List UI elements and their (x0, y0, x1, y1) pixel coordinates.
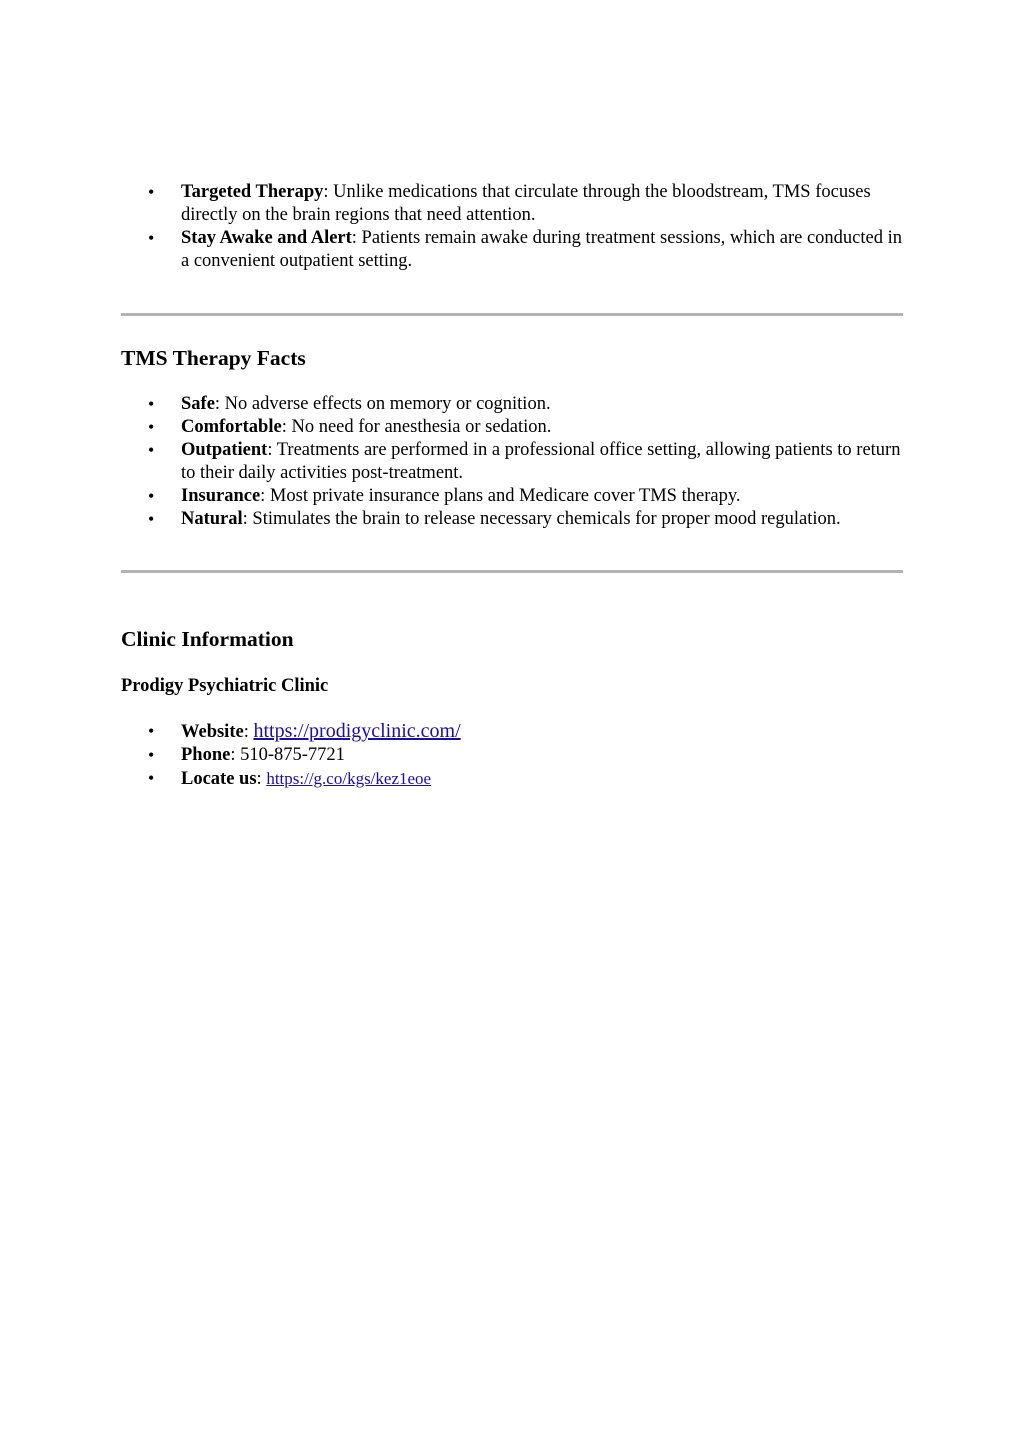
list-item (121, 720, 903, 744)
list-item (121, 439, 903, 485)
list-item (121, 508, 903, 531)
map-link[interactable]: https://g.co/kgs/kez1eoe (266, 769, 432, 788)
phone-text: : 510-875-7721 (230, 745, 345, 765)
clinic-contact-list (121, 720, 903, 791)
list-item (121, 227, 903, 273)
list-item (121, 767, 903, 791)
fact-text: : Most private insurance plans and Medicare cover TMS therapy. (260, 486, 741, 506)
fact-text: : No need for anesthesia or sedation. (281, 417, 552, 437)
benefit-term: Stay Awake and Alert (181, 228, 352, 248)
list-item (121, 181, 903, 227)
website-link[interactable]: https://prodigyclinic.com/ (253, 720, 461, 742)
list-item (121, 416, 903, 439)
website-sep: : (243, 722, 254, 742)
fact-text: : No adverse effects on memory or cognition. (214, 394, 551, 414)
list-item (121, 744, 903, 767)
benefit-term: Targeted Therapy (181, 182, 324, 202)
benefits-list (121, 181, 903, 273)
benefit-text: : Unlike medications that circulate through the bloodstream, TMS focuses directly on the brain regions that need attention. (181, 182, 871, 225)
section-divider (121, 313, 903, 316)
locate-term: Locate us (181, 769, 257, 789)
fact-term: Natural (181, 509, 243, 529)
locate-sep: : (256, 769, 267, 789)
fact-term: Outpatient (181, 440, 268, 460)
clinic-name: Prodigy Psychiatric Clinic (121, 676, 329, 696)
section-divider (121, 570, 903, 573)
fact-text: : Stimulates the brain to release necessary chemicals for proper mood regulation. (242, 509, 841, 529)
fact-text: : Treatments are performed in a professional office setting, allowing patients to return to their daily activities post-treatment. (181, 440, 901, 483)
website-term: Website (181, 722, 244, 742)
fact-term: Insurance (181, 486, 261, 506)
list-item (121, 485, 903, 508)
list-item (121, 393, 903, 416)
benefit-text: : Patients remain awake during treatment sessions, which are conducted in a convenient outpatient setting. (181, 228, 903, 271)
facts-list (121, 393, 903, 531)
fact-term: Safe (181, 394, 215, 414)
facts-heading: TMS Therapy Facts (121, 346, 306, 370)
clinic-heading: Clinic Information (121, 627, 294, 651)
phone-term: Phone (181, 745, 231, 765)
fact-term: Comfortable (181, 417, 282, 437)
